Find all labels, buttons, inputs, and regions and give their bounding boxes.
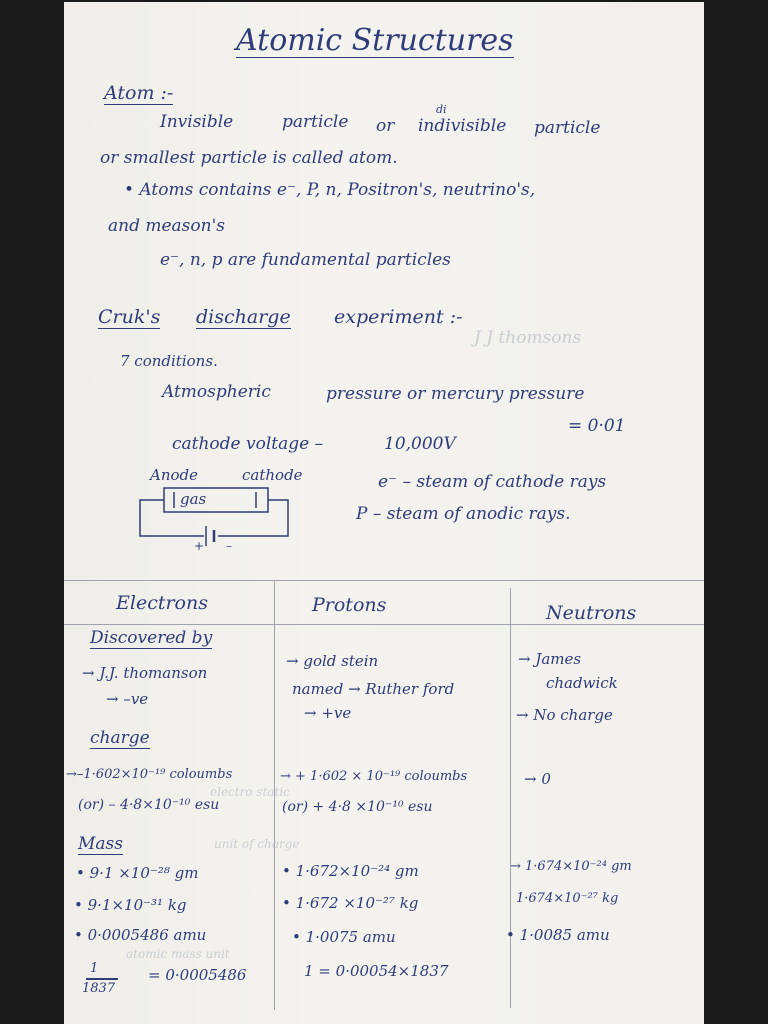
electrons-charge-label: charge: [90, 728, 150, 748]
atom-line4: and meason's: [108, 216, 225, 236]
neutrons-discovered2: chadwick: [546, 674, 618, 692]
pressure-a: Atmospheric: [162, 382, 271, 402]
electrons-mass4-value: = 0·0005486: [148, 966, 247, 984]
plus-sign: +: [194, 539, 205, 553]
neutrons-mass1: → 1·674×10⁻²⁴ gm: [510, 859, 632, 874]
header-electrons: Electrons: [116, 592, 208, 614]
fraction-bar: [86, 978, 118, 980]
electrons-mass4-den: 1837: [82, 981, 116, 996]
electrons-charge1: →–1·602×10⁻¹⁹ coloumbs: [66, 767, 233, 782]
protons-named: named → Ruther ford: [292, 680, 455, 698]
neutrons-mass2: 1·674×10⁻²⁷ kg: [516, 891, 619, 906]
pressure-b: pressure or mercury pressure: [326, 384, 585, 404]
electrons-mass3: • 0·0005486 amu: [74, 926, 207, 944]
electrons-mass-label: Mass: [78, 834, 123, 854]
anode-label: Anode: [150, 466, 199, 484]
table-top-line: [64, 580, 704, 581]
atom-line5: e⁻, n, p are fundamental particles: [160, 250, 451, 270]
ghost-note: J J thomsons: [474, 328, 582, 348]
table-header-line: [64, 624, 704, 625]
electrons-sign: → –ve: [106, 690, 149, 708]
page-title: Atomic Structures: [236, 23, 514, 58]
neutrons-mass3: • 1·0085 amu: [506, 926, 610, 944]
table-col-divider-2: [510, 588, 511, 1008]
atom-line1-d: indivisible: [418, 116, 507, 136]
atom-heading: Atom :-: [104, 82, 174, 104]
cathode-rays-text: e⁻ – steam of cathode rays: [378, 472, 607, 492]
header-protons: Protons: [312, 594, 387, 616]
atom-line2: or smallest particle is called atom.: [100, 148, 398, 168]
notebook-page: [64, 2, 704, 1024]
electrons-discovered: → J.J. thomanson: [82, 664, 208, 682]
atom-line1-c: or: [376, 116, 395, 136]
atom-insert-di: di: [436, 103, 447, 116]
protons-sign: → +ve: [304, 704, 352, 722]
electrons-mass1: • 9·1 ×10⁻²⁸ gm: [76, 864, 199, 882]
atom-line3: • Atoms contains e⁻, P, n, Positron's, neutrino's,: [124, 180, 536, 200]
cathode-label: cathode: [242, 466, 303, 484]
anodic-rays-text: P – steam of anodic rays.: [356, 504, 571, 524]
minus-sign: –: [226, 539, 232, 553]
pressure-value: = 0·01: [568, 416, 626, 436]
electrons-charge2: (or) – 4·8×10⁻¹⁰ esu: [78, 797, 220, 813]
voltage-a: cathode voltage –: [172, 434, 324, 454]
voltage-b: 10,000V: [384, 434, 456, 454]
electrons-mass-note: unit of charge: [214, 837, 300, 851]
cruks-heading-c: experiment :-: [334, 306, 463, 328]
protons-mass3: • 1·0075 amu: [292, 928, 396, 946]
protons-mass4: 1 = 0·00054×1837: [304, 962, 449, 980]
protons-discovered: → gold stein: [286, 652, 379, 670]
electrons-mass2: • 9·1×10⁻³¹ kg: [74, 896, 187, 914]
protons-charge2: (or) + 4·8 ×10⁻¹⁰ esu: [282, 799, 433, 815]
atom-line1-a: Invisible: [160, 112, 234, 132]
conditions-text: 7 conditions.: [120, 352, 218, 370]
protons-mass1: • 1·672×10⁻²⁴ gm: [282, 862, 419, 880]
cruks-heading-b: discharge: [196, 306, 291, 328]
electrons-atomic-note: atomic mass unit: [126, 947, 230, 961]
electrons-discovered-label: Discovered by: [90, 628, 213, 648]
discharge-tube-diagram: [134, 484, 294, 554]
neutrons-sign: → No charge: [516, 706, 613, 724]
cruks-heading-a: Cruk's: [98, 306, 161, 328]
atom-line1-b: particle: [282, 112, 349, 132]
gas-label: gas: [180, 490, 207, 508]
protons-mass2: • 1·672 ×10⁻²⁷ kg: [282, 894, 419, 912]
electrons-charge-note: electro static: [210, 785, 290, 799]
neutrons-charge1: → 0: [524, 770, 551, 788]
neutrons-discovered1: → James: [518, 650, 582, 668]
atom-line1-e: particle: [534, 118, 601, 138]
header-neutrons: Neutrons: [546, 602, 637, 624]
electrons-mass4-num: 1: [90, 961, 99, 976]
protons-charge1: → + 1·602 × 10⁻¹⁹ coloumbs: [280, 769, 468, 784]
